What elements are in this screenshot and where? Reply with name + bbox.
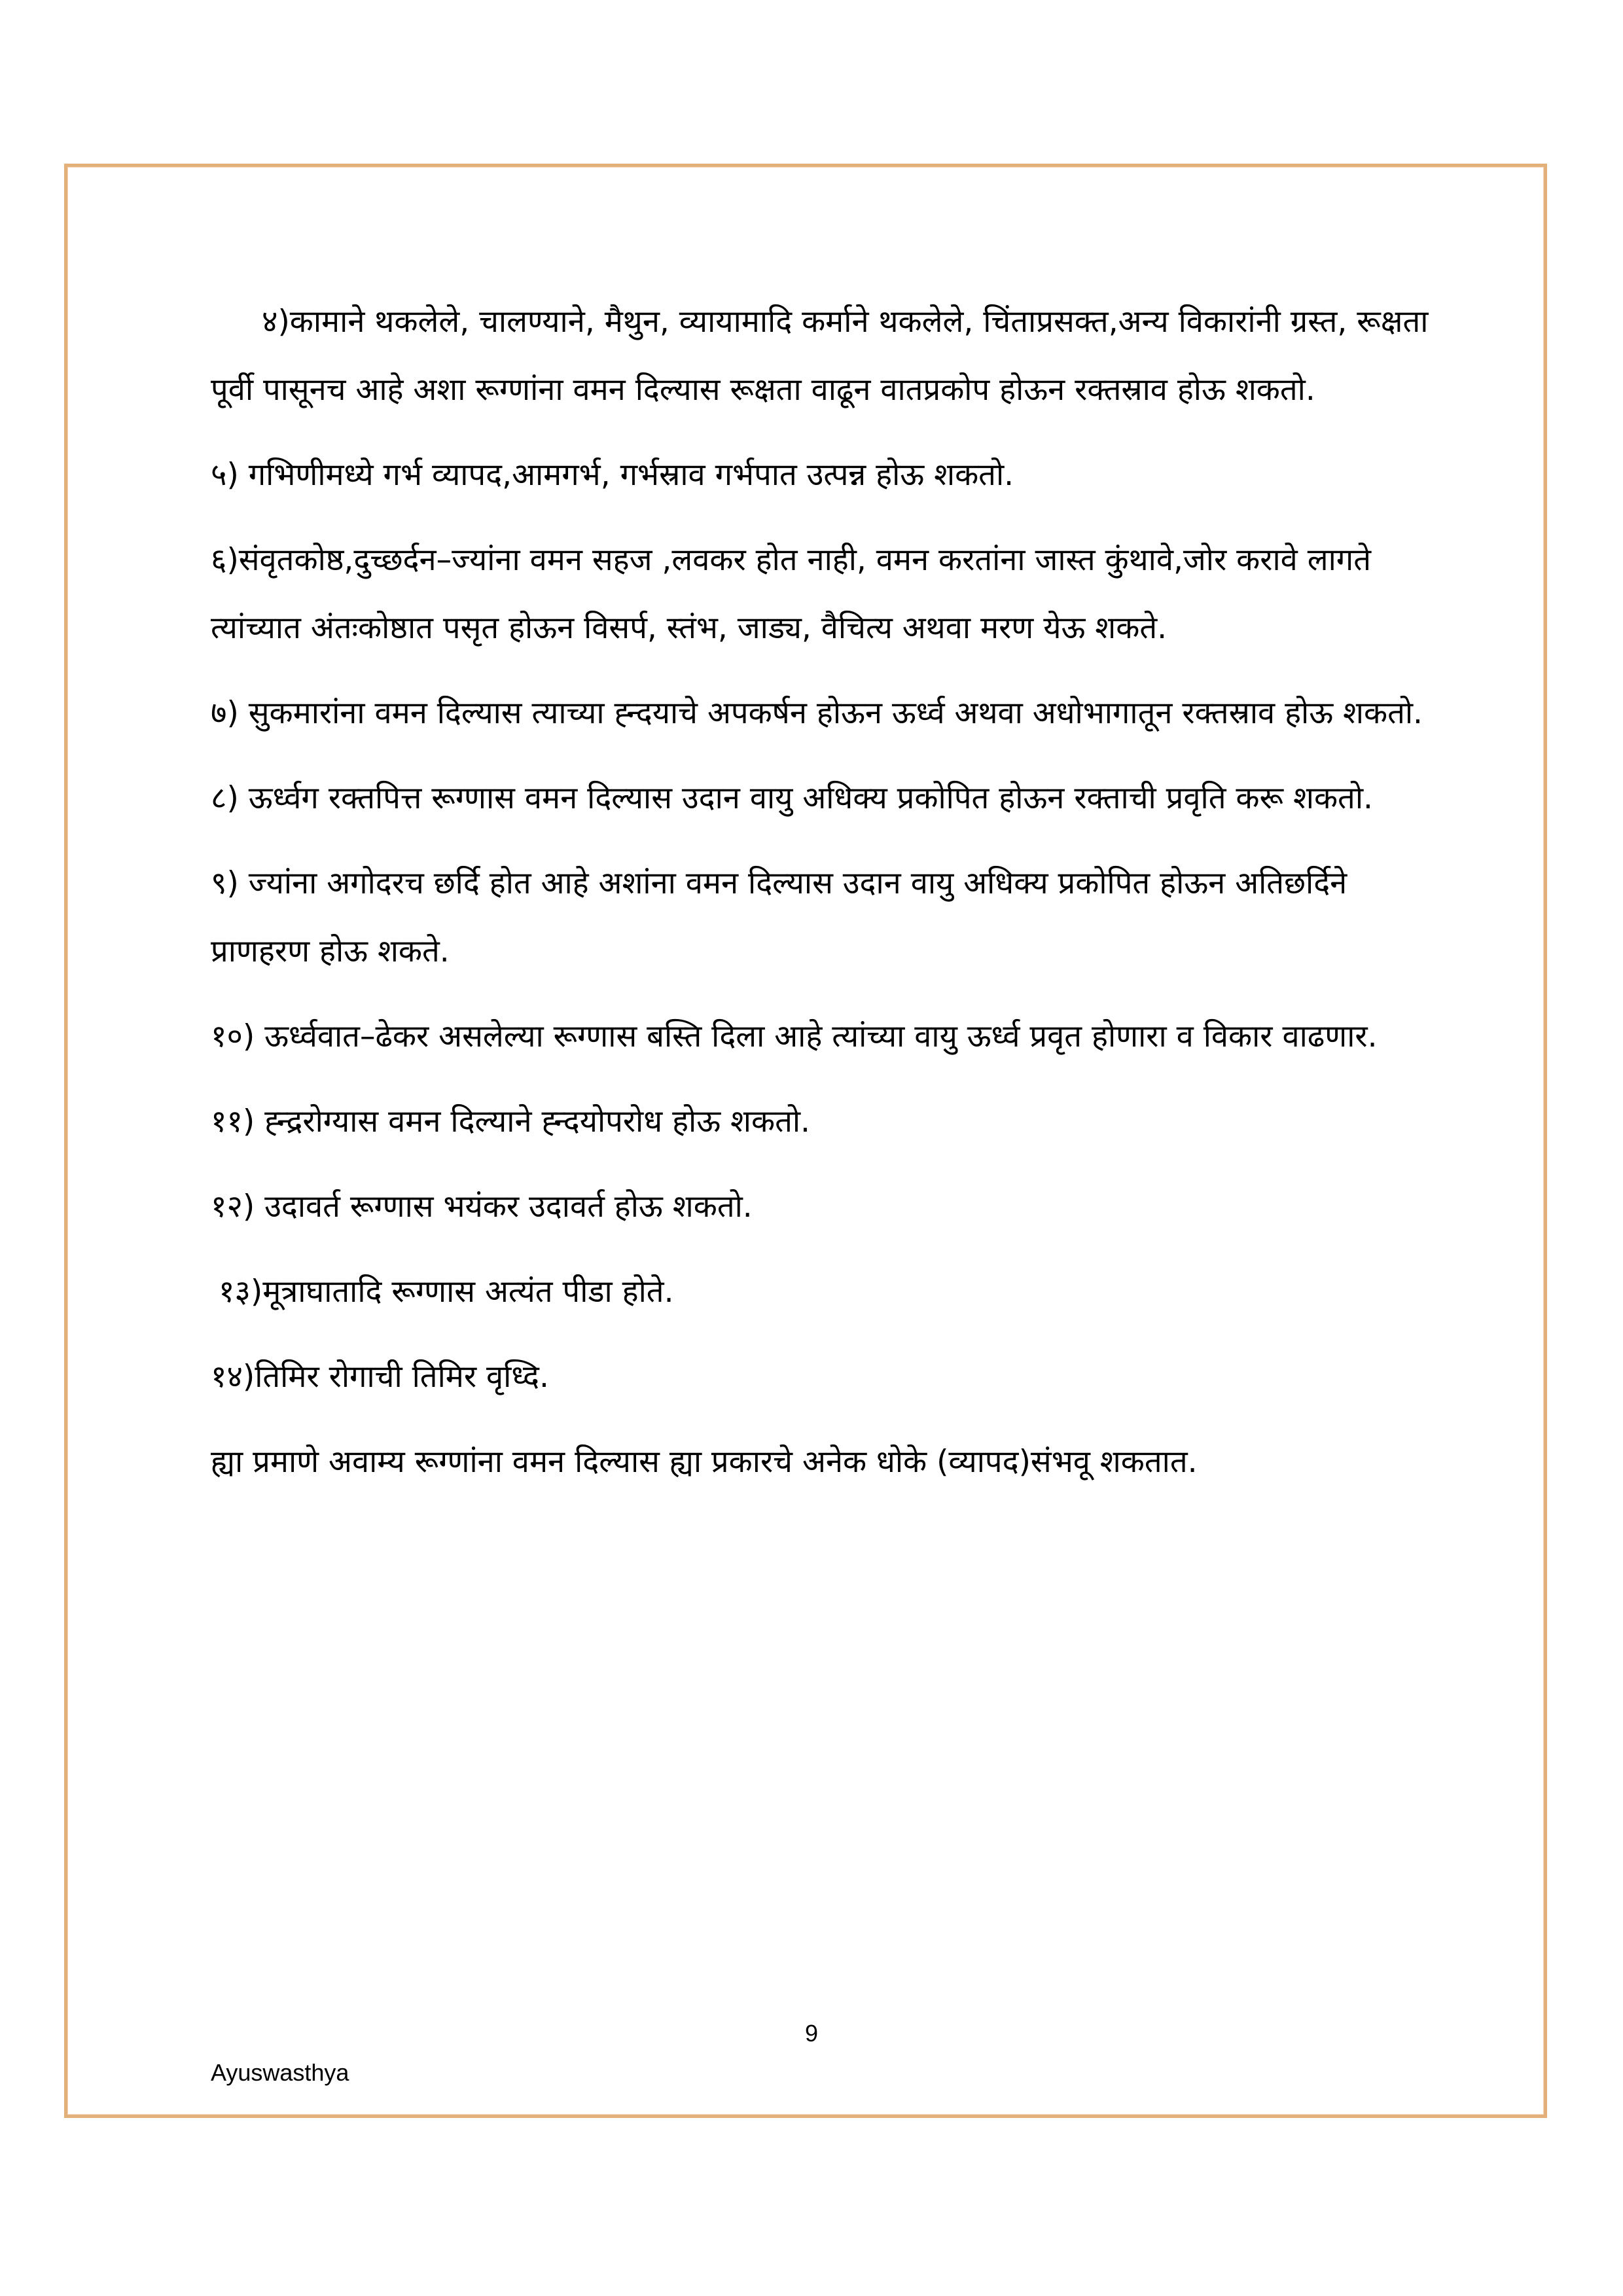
paragraph-8: ८) ऊर्ध्वग रक्तपित्त रूग्णास वमन दिल्यास उदान वायु अधिक्य प्रकोपित होऊन रक्ताची प्रवृति करू शकतो. [211, 780, 1373, 816]
page-number: 9 [804, 2020, 819, 2047]
paragraph-11: ११) ह्न्द्ररोग्यास वमन दिल्याने ह्न्दयोपरोध होऊ शकतो. [211, 1103, 810, 1139]
paragraph-conclusion: ह्या प्रमाणे अवाम्य रूग्णांना वमन दिल्यास ह्या प्रकारचे अनेक धोके (व्यापद)संभवू शकतात. [211, 1444, 1198, 1480]
paragraph-5: ५) गभिणीमध्ये गर्भ व्यापद,आमगर्भ, गर्भस्राव गर्भपात उत्पन्न होऊ शकतो. [211, 457, 1014, 493]
paragraph-7: ७) सुकमारांना वमन दिल्यास त्याच्या ह्न्दयाचे अपकर्षन होऊन ऊर्ध्व अथवा अधोभागातून रक्तस्राव होऊ शकतो. [211, 695, 1423, 731]
paragraph-4: ४)कामाने थकलेले, चालण्याने, मैथुन, व्यायामादि कर्माने थकलेले, चिंताप्रसक्त,अन्य विकारांनी ग्रस्त, रूक्षता पूर्वी पासूनच आहे अशा रूग्णांना वमन दिल्यास रूक्षता वाढून वातप्रकोप होऊन रक्तस्राव होऊ शकतो. [211, 304, 1429, 408]
paragraph-9: ९) ज्यांना अगोदरच छर्दि होत आहे अशांना वमन दिल्यास उदान वायु अधिक्य प्रकोपित होऊन अतिछर्दिने प्राणहरण होऊ शकते. [211, 865, 1347, 969]
paragraph-12: १२) उदावर्त रूग्णास भयंकर उदावर्त होऊ शकतो. [211, 1189, 753, 1225]
paragraph-6: ६)संवृतकोष्ठ,दुच्छर्दन–ज्यांना वमन सहज ,लवकर होत नाही, वमन करतांना जास्त कुंथावे,जोर करावे लागते त्यांच्यात अंतःकोष्ठात पसृत होऊन विसर्प, स्तंभ, जाड्य, वैचित्य अथवा मरण येऊ शकते. [211, 542, 1371, 646]
footer-brand: Ayuswasthya [211, 2059, 349, 2086]
document-body [211, 288, 1441, 1513]
paragraph-13: १३)मूत्राघातादि रूग्णास अत्यंत पीडा होते. [219, 1274, 674, 1310]
paragraph-14: १४)तिमिर रोगाची तिमिर वृध्दि. [211, 1359, 549, 1395]
paragraph-10: १०) ऊर्ध्ववात–ढेकर असलेल्या रूग्णास बस्ति दिला आहे त्यांच्या वायु ऊर्ध्व प्रवृत होणारा व विकार वाढणार. [211, 1018, 1378, 1054]
